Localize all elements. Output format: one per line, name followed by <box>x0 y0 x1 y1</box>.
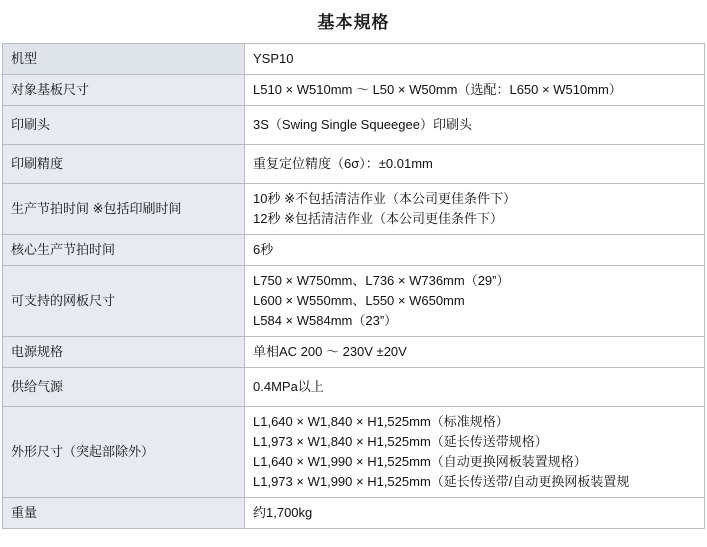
label-line: ※包括印刷时间 <box>92 201 182 216</box>
row-label: 外形尺寸（突起部除外） <box>3 407 245 498</box>
value-line: 约1,700kg <box>253 505 313 520</box>
row-value <box>245 145 705 184</box>
table-row <box>3 498 705 529</box>
table-row <box>3 184 705 235</box>
row-label: 核心生产节拍时间 <box>3 235 245 266</box>
row-value <box>245 75 705 106</box>
value-line: 单相AC 200 ～ 230V ±20V <box>253 344 407 359</box>
table-row <box>3 145 705 184</box>
label-line: 生产节拍时间 <box>11 201 90 216</box>
table-row <box>3 368 705 407</box>
value-line: YSP10 <box>253 51 294 66</box>
table-row <box>3 337 705 368</box>
table-row <box>3 44 705 75</box>
row-value <box>245 266 705 337</box>
table-row <box>3 407 705 498</box>
value-line: 10秒 ※不包括清洁作业（本公司更佳条件下） <box>253 191 516 206</box>
row-label: 供给气源 <box>3 368 245 407</box>
value-line: 重复定位精度（6σ）：±0.01mm <box>253 156 433 171</box>
table-row <box>3 106 705 145</box>
value-line: L584 × W584mm（23”） <box>253 313 398 328</box>
value-line: L600 × W550mm、L550 × W650mm <box>253 293 465 308</box>
row-label <box>3 184 245 235</box>
page-title: 基本規格 <box>317 13 390 32</box>
table-body <box>3 44 705 529</box>
value-line: 6秒 <box>253 242 274 257</box>
value-line: 3S（Swing Single Squeegee）印刷头 <box>253 117 472 132</box>
table-row <box>3 75 705 106</box>
row-label: 机型 <box>3 44 245 75</box>
row-value <box>245 184 705 235</box>
specifications-table <box>2 43 705 529</box>
row-value <box>245 368 705 407</box>
row-value <box>245 106 705 145</box>
row-label: 重量 <box>3 498 245 529</box>
row-label: 对象基板尺寸 <box>3 75 245 106</box>
row-value <box>245 44 705 75</box>
row-label: 印刷头 <box>3 106 245 145</box>
row-value <box>245 337 705 368</box>
row-label: 电源规格 <box>3 337 245 368</box>
value-line: 12秒 ※包括清洁作业（本公司更佳条件下） <box>253 211 503 226</box>
value-line: L750 × W750mm、L736 × W736mm（29”） <box>253 273 510 288</box>
table-row <box>3 235 705 266</box>
table-row <box>3 266 705 337</box>
value-line: L1,973 × W1,840 × H1,525mm（延长传送带规格） <box>253 434 548 449</box>
value-line: 0.4MPa以上 <box>253 379 324 394</box>
value-line: L510 × W510mm ～ L50 × W50mm（选配：L650 × W510mm） <box>253 82 622 97</box>
row-value <box>245 498 705 529</box>
value-line: L1,973 × W1,990 × H1,525mm（延长传送带/自动更换网板装置规 <box>253 474 630 489</box>
row-label: 印刷精度 <box>3 145 245 184</box>
row-label: 可支持的网板尺寸 <box>3 266 245 337</box>
row-value <box>245 235 705 266</box>
value-line: L1,640 × W1,840 × H1,525mm（标准规格） <box>253 414 509 429</box>
value-line: L1,640 × W1,990 × H1,525mm（自动更换网板装置规格） <box>253 454 587 469</box>
row-value <box>245 407 705 498</box>
